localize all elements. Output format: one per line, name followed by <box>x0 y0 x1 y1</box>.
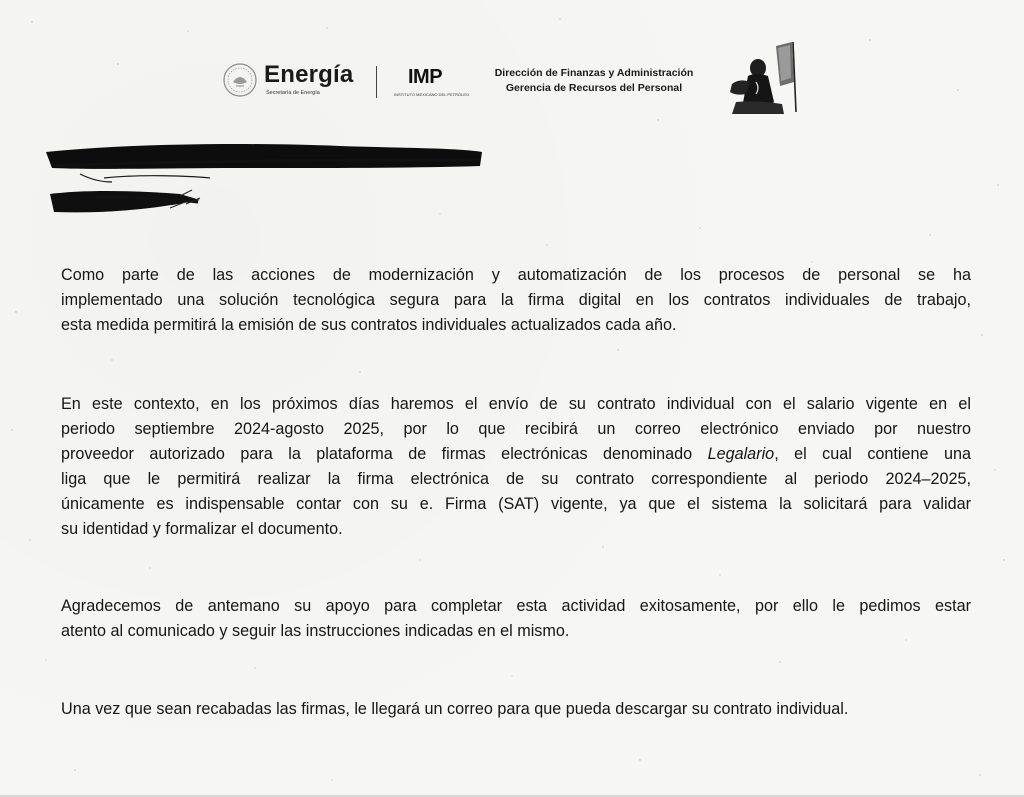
paragraph-2-line-3-end: , el cual contiene una <box>774 445 971 463</box>
paragraph-2-line-1: En este contexto, en los próximos días haremos el envío de su contrato individual con el salario vigente en el <box>61 395 971 413</box>
paragraph-2-line-3 <box>61 442 971 467</box>
department-heading <box>470 66 718 96</box>
paragraph-3 <box>61 594 971 644</box>
paragraph-1-line-2: implementado una solución tecnológica segura para la firma digital en los contratos individuales de trabajo, <box>61 291 971 309</box>
department-line-1: Dirección de Finanzas y Administración <box>494 67 694 79</box>
imp-subtitle: INSTITUTO MEXICANO DEL PETRÓLEO <box>394 92 470 97</box>
heroine-flag-emblem <box>726 42 798 116</box>
brand-name: Energía <box>264 61 354 88</box>
paragraph-2-line-2: periodo septiembre 2024-agosto 2025, por lo que recibirá un correo electrónico enviado por nuestro <box>61 420 971 438</box>
paragraph-4-line-1: Una vez que sean recabadas las firmas, le llegará un correo para que pueda descargar su contrato individual. <box>61 700 849 718</box>
imp-logo: IMP <box>408 66 443 88</box>
logo-divider <box>376 66 377 98</box>
paragraph-1-line-1: Como parte de las acciones de modernización y automatización de los procesos de personal se ha <box>61 266 971 284</box>
paragraph-3-line-1: Agradecemos de antemano su apoyo para completar esta actividad exitosamente, por ello le pedimos estar <box>61 597 971 615</box>
national-seal-icon <box>222 62 258 98</box>
paragraph-2-line-6: su identidad y formalizar el documento. <box>61 520 343 538</box>
paragraph-2-line-3-start: proveedor autorizado para la plataforma de firmas electrónicas denominado <box>61 445 708 463</box>
paragraph-1-line-3: esta medida permitirá la emisión de sus contratos individuales actualizados cada año. <box>61 316 677 334</box>
redaction-marks <box>40 138 500 228</box>
paragraph-2-line-5: únicamente es indispensable contar con su e. Firma (SAT) vigente, ya que el sistema la solicitará para validar <box>61 495 971 513</box>
paragraph-2-line-4: liga que le permitirá realizar la firma electrónica de su contrato correspondiente al periodo 2024–2025, <box>61 470 971 488</box>
department-line-2: Gerencia de Recursos del Personal <box>505 82 683 94</box>
paragraph-4 <box>61 697 971 722</box>
letterhead <box>0 42 1024 122</box>
paragraph-2 <box>61 392 971 542</box>
paragraph-3-line-2: atento al comunicado y seguir las instrucciones indicadas en el mismo. <box>61 622 570 640</box>
legalario-emphasis: Legalario <box>707 445 775 463</box>
paragraph-1 <box>61 263 971 338</box>
brand-subtitle: Secretaría de Energía <box>266 90 320 96</box>
